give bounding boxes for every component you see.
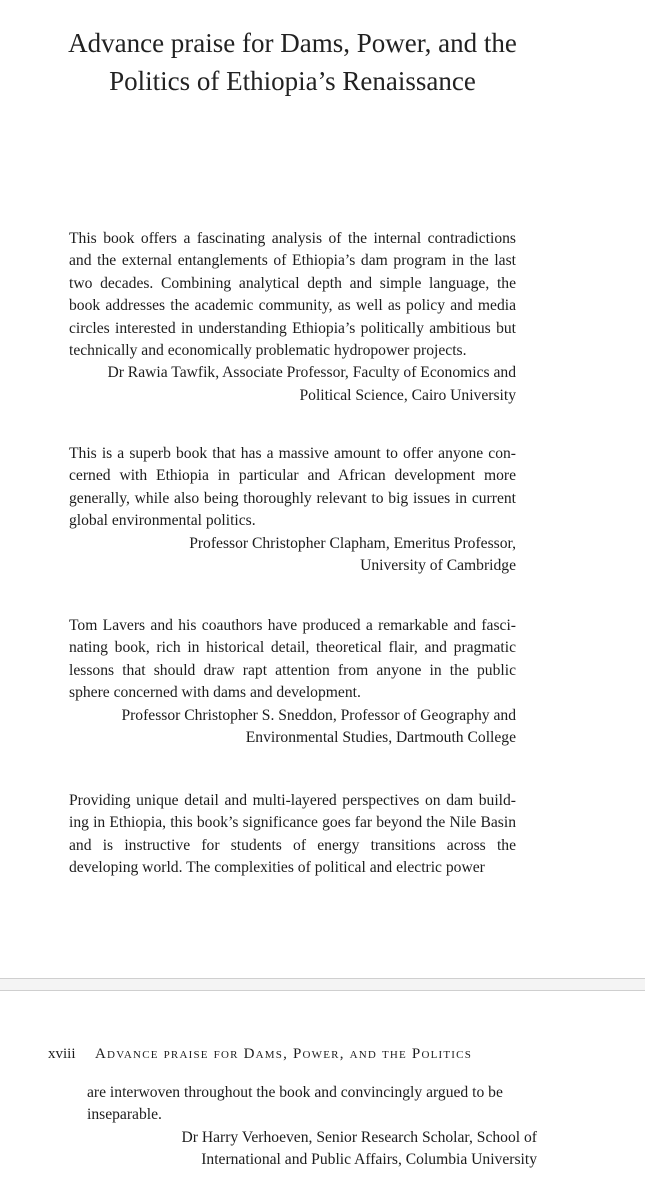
attribution-line: Dr Rawia Tawfik, Associate Professor, Faculty of Economics and <box>107 364 516 382</box>
attribution-line: International and Public Affairs, Columbia University <box>201 1151 537 1169</box>
praise-text: Providing unique detail and multi-layered perspectives on dam building in Ethiopia, this book’s significance goes far beyond the Nile Basin and is instructive for students of energy transitions across the developing world. The complexities of political and electric power <box>69 792 516 877</box>
praise-block-sneddon <box>69 615 516 749</box>
running-header <box>48 1044 472 1065</box>
attribution-line: Political Science, Cairo University <box>299 386 516 404</box>
praise-block-verhoeven <box>69 790 516 880</box>
praise-attribution <box>69 705 516 750</box>
page-title <box>30 24 555 100</box>
title-line-2: Politics of Ethiopia’s Renaissance <box>109 66 476 96</box>
attribution-line: Professor Christopher Clapham, Emeritus Professor, <box>189 534 516 552</box>
attribution-line: Environmental Studies, Dartmouth College <box>245 729 516 747</box>
praise-block-clapham <box>69 443 516 577</box>
attribution-line: Dr Harry Verhoeven, Senior Research Scholar, School of <box>181 1128 537 1146</box>
praise-text: This is a superb book that has a massive amount to offer anyone concerned with Ethiopia in particular and African development more generally, while also being thoroughly relevant to big issues in current global environmental politics. <box>69 445 516 530</box>
praise-attribution <box>87 1127 537 1172</box>
praise-attribution <box>69 362 516 407</box>
praise-text: This book offers a fascinating analysis of the internal contradictions and the external entanglements of Ethiopia’s dam program in the last two decades. Combining analytical depth and simple language, the book addresses the academic community, as well as policy and media circles interested in understanding Ethiopia’s politically ambitious but technically and economically problematic hydropower projects. <box>69 230 516 360</box>
praise-text: Tom Lavers and his coauthors have produced a remarkable and fascinating book, rich in historical detail, theoretical flair, and pragmatic lessons that should draw rapt attention from anyone in the public sphere concerned with dams and development. <box>69 617 516 702</box>
praise-attribution <box>69 533 516 578</box>
praise-block-tawfik <box>69 228 516 407</box>
attribution-line: Professor Christopher S. Sneddon, Professor of Geography and <box>121 706 516 724</box>
praise-text: are interwoven throughout the book and convincingly argued to be inseparable. <box>87 1084 503 1124</box>
page-number: xviii <box>48 1046 76 1062</box>
praise-continuation <box>87 1082 537 1172</box>
attribution-line: University of Cambridge <box>360 557 516 575</box>
title-line-1: Advance praise for Dams, Power, and the <box>68 28 517 58</box>
running-head: Advance praise for Dams, Power, and the Politics <box>95 1046 473 1062</box>
